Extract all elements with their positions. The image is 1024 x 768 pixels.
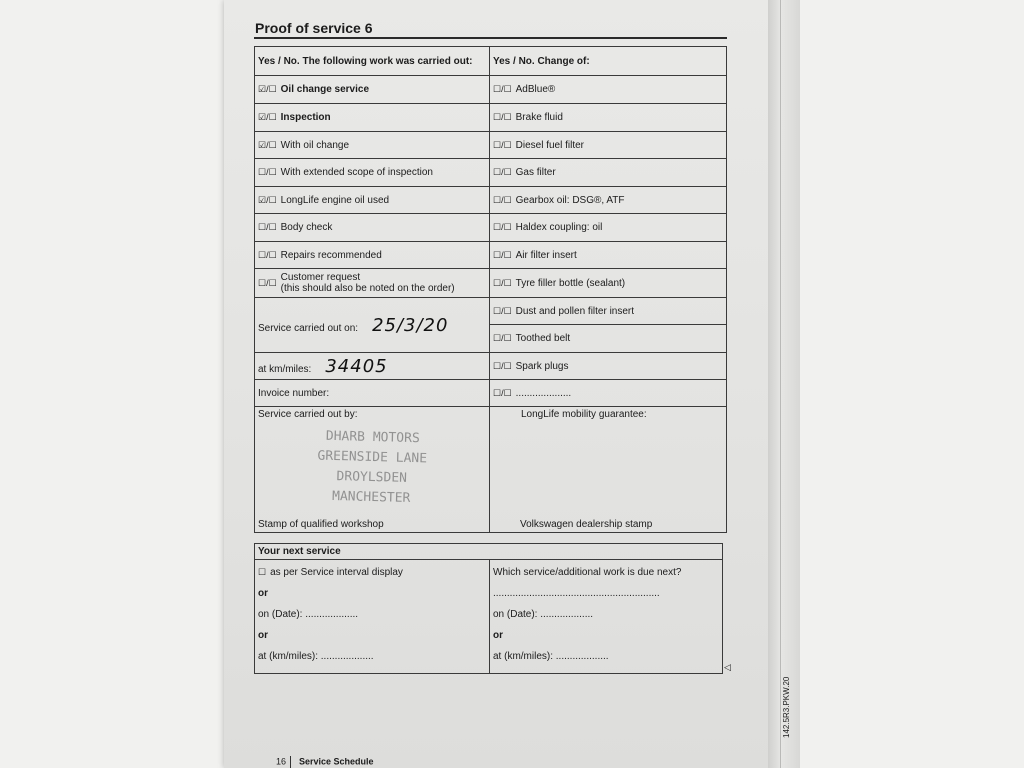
checkbox-icon[interactable]: ☐/☐ (493, 194, 512, 205)
checkbox-icon[interactable]: ☐/☐ (493, 277, 512, 288)
dealer-stamp-cell (490, 407, 727, 533)
right-item-gearbox-oil[interactable]: ☐/☐ Gearbox oil: DSG®, ATF (490, 187, 727, 214)
next-service-left: ☐ as per Service interval display or on (Date): ................... or at (km/miles): ................... (255, 560, 490, 674)
checkbox-icon[interactable]: ☐/☐ (493, 387, 512, 398)
side-code: 142.5R3.PKW.20 (782, 676, 791, 738)
next-service-right: Which service/additional work is due next? ............................................................ on (Date): ................... or at (km/miles): ................... (490, 560, 723, 674)
right-item-air-filter[interactable]: ☐/☐ Air filter insert (490, 242, 727, 269)
checkbox-icon[interactable]: ☐/☐ (258, 167, 277, 177)
checkbox-icon[interactable]: ☑/☐ (258, 194, 277, 205)
checkbox-icon[interactable]: ☐/☐ (493, 249, 512, 260)
interval-option[interactable]: ☐ as per Service interval display (258, 562, 486, 583)
mileage-cell[interactable] (255, 353, 490, 380)
longlife-label: LongLife mobility guarantee: (521, 409, 647, 420)
checkbox-icon[interactable]: ☐/☐ (493, 305, 512, 316)
left-item-inspection[interactable]: ☑/☐ Inspection (255, 104, 490, 132)
which-service-label: Which service/additional work is due next? (493, 567, 682, 578)
service-table (254, 46, 727, 533)
which-service-field[interactable]: ............................................................ (493, 588, 660, 599)
footer-section: Service Schedule (299, 756, 374, 767)
right-item-haldex[interactable]: ☐/☐ Haldex coupling: oil (490, 214, 727, 242)
triangle-icon: ◁ (724, 662, 731, 672)
page-edge (768, 0, 800, 768)
page-footer (276, 756, 374, 768)
page-title: Proof of service 6 (255, 20, 373, 36)
right-km-field[interactable]: at (km/miles): ................... (493, 651, 609, 662)
right-item-toothed-belt[interactable]: ☐/☐ Toothed belt (490, 325, 727, 353)
left-item-repairs[interactable]: ☐/☐ Repairs recommended (255, 242, 490, 269)
vw-stamp-label: Volkswagen dealership stamp (520, 519, 653, 530)
footer-divider (290, 756, 291, 768)
right-item-tyre-filler[interactable]: ☐/☐ Tyre filler bottle (sealant) (490, 269, 727, 298)
service-date-value: 25/3/20 (372, 314, 449, 336)
right-date-field[interactable]: on (Date): ................... (493, 609, 594, 620)
checkbox-icon[interactable]: ☐/☐ (493, 333, 512, 343)
service-date-label: Service carried out on: (258, 322, 359, 334)
mileage-label: at km/miles: (258, 363, 312, 375)
checkbox-icon[interactable]: ☐/☐ (493, 112, 512, 122)
page-number: 16 (276, 756, 287, 767)
checkbox-icon[interactable]: ☑/☐ (258, 112, 277, 122)
right-item-other[interactable]: ☐/☐ .................... (490, 380, 727, 407)
checkbox-icon[interactable]: ☐/☐ (493, 84, 512, 94)
mileage-value: 34405 (325, 355, 388, 377)
checkbox-icon[interactable]: ☐/☐ (258, 277, 277, 288)
right-item-dust-pollen[interactable]: ☐/☐ Dust and pollen filter insert (490, 298, 727, 325)
checkbox-icon[interactable]: ☐/☐ (493, 222, 512, 232)
checkbox-icon[interactable]: ☑/☐ (258, 84, 277, 94)
checkbox-icon[interactable]: ☐/☐ (258, 222, 277, 232)
service-date-cell[interactable] (255, 298, 490, 353)
checkbox-icon[interactable]: ☐/☐ (493, 167, 512, 177)
checkbox-icon[interactable]: ☐/☐ (258, 249, 277, 260)
invoice-cell[interactable] (255, 380, 490, 407)
right-item-adblue[interactable]: ☐/☐ AdBlue® (490, 76, 727, 104)
carried-out-by-label: Service carried out by: (258, 409, 358, 420)
checkbox-icon[interactable]: ☐/☐ (493, 360, 512, 371)
stamp-workshop-label: Stamp of qualified workshop (258, 519, 384, 530)
workshop-stamp: DHARB MOTORS GREENSIDE LANE DROYLSDEN MANCHESTER (317, 428, 428, 507)
next-date-field[interactable]: on (Date): ................... (258, 609, 359, 620)
left-item-extended-inspection[interactable]: ☐/☐ With extended scope of inspection (255, 159, 490, 187)
workshop-stamp-cell (255, 407, 490, 533)
left-item-oil-change-service[interactable]: ☑/☐ Oil change service (255, 76, 490, 104)
right-item-spark-plugs[interactable]: ☐/☐ Spark plugs (490, 353, 727, 380)
checkbox-icon[interactable]: ☑/☐ (258, 139, 277, 150)
left-item-with-oil-change[interactable]: ☑/☐ With oil change (255, 132, 490, 159)
right-item-gas-filter[interactable]: ☐/☐ Gas filter (490, 159, 727, 187)
invoice-label: Invoice number: (258, 387, 330, 399)
left-item-longlife-oil[interactable]: ☑/☐ LongLife engine oil used (255, 187, 490, 214)
page-edge-line (780, 0, 781, 768)
left-header: Yes / No. The following work was carried out: (255, 47, 490, 76)
checkbox-icon[interactable]: ☐/☐ (493, 139, 512, 150)
right-header: Yes / No. Change of: (490, 47, 727, 76)
left-item-body-check[interactable]: ☐/☐ Body check (255, 214, 490, 242)
checkbox-icon[interactable]: ☐ (258, 567, 267, 577)
next-service-header: Your next service (255, 544, 723, 560)
title-rule (254, 37, 727, 39)
right-item-brake-fluid[interactable]: ☐/☐ Brake fluid (490, 104, 727, 132)
left-item-customer-request[interactable]: ☐/☐ Customer request (this should also be noted on the order) (255, 269, 490, 298)
next-service-table (254, 543, 723, 674)
next-km-field[interactable]: at (km/miles): ................... (258, 651, 374, 662)
right-item-diesel-fuel-filter[interactable]: ☐/☐ Diesel fuel filter (490, 132, 727, 159)
